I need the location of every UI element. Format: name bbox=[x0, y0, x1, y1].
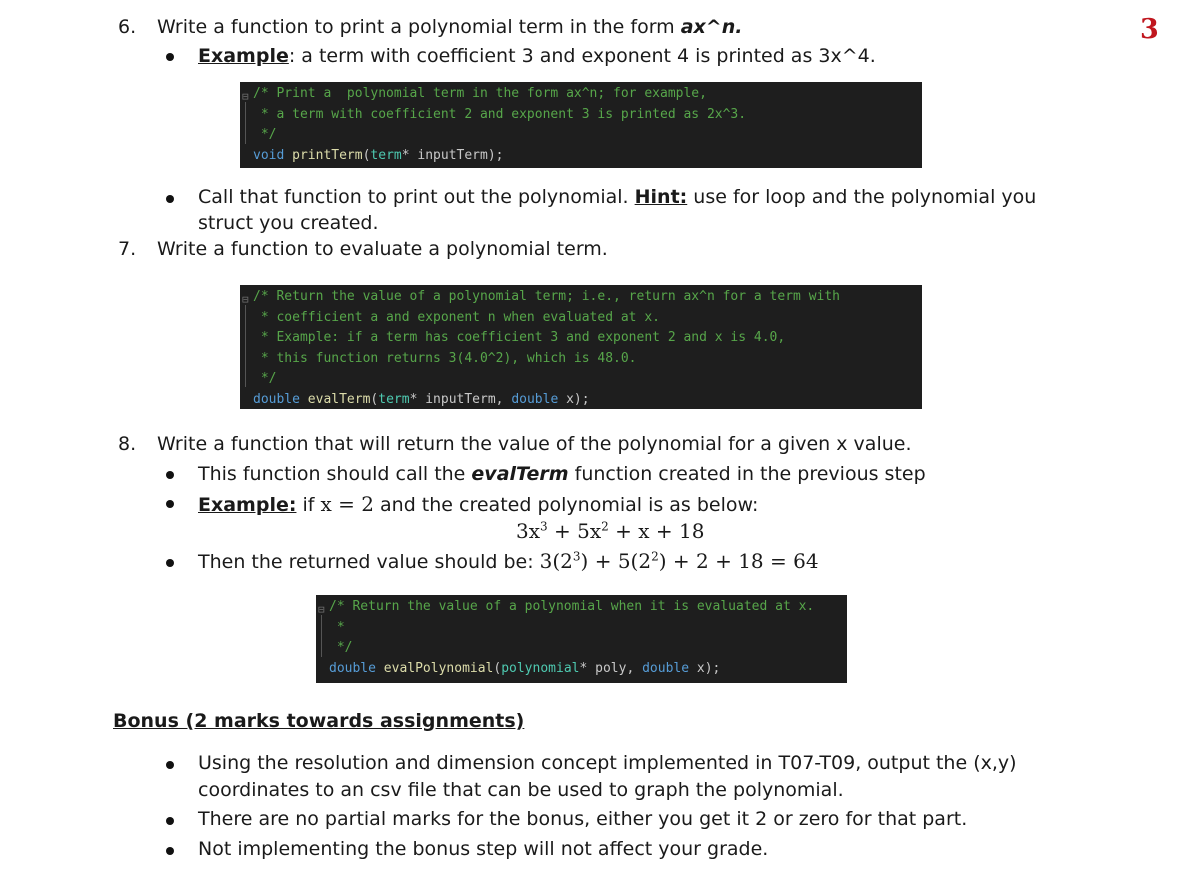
q8-bullet1: This function should call the evalTerm function created in the previous step bbox=[198, 463, 926, 485]
bullet bbox=[166, 761, 174, 769]
q8-prompt: Write a function that will return the value of the polynomial for a given x value. bbox=[157, 433, 912, 455]
code-declaration: void printTerm(term* inputTerm); bbox=[253, 147, 504, 163]
bonus-bullet2: There are no partial marks for the bonus, either you get it 2 or zero for that part. bbox=[198, 808, 968, 830]
code-comment-line: */ bbox=[253, 127, 277, 142]
q8-bullet2: Example: if x = 2 and the created polynomial is as below: bbox=[198, 492, 759, 516]
q8-number: 8. bbox=[118, 433, 137, 455]
bonus-bullet1-line2: coordinates to an csv file that can be used to graph the polynomial. bbox=[198, 779, 844, 801]
code-declaration: double evalTerm(term* inputTerm, double x); bbox=[253, 391, 590, 407]
code-comment-line: /* Return the value of a polynomial when it is evaluated at x. bbox=[329, 599, 815, 614]
bullet bbox=[166, 53, 174, 61]
collapse-icon: ⊟ bbox=[318, 603, 325, 616]
bullet bbox=[166, 500, 174, 508]
bullet bbox=[166, 471, 174, 479]
q6-prompt: Write a function to print a polynomial term in the form ax^n. bbox=[157, 16, 743, 38]
code-block-print-term bbox=[240, 82, 922, 168]
q8-bullet3: Then the returned value should be: $3(2^3) + 5(2^2) + 2 + 18 = 64$ bbox=[198, 549, 819, 573]
q7-prompt: Write a function to evaluate a polynomial term. bbox=[157, 238, 608, 260]
fold-bracket bbox=[245, 305, 246, 387]
bullet bbox=[166, 195, 174, 203]
bonus-bullet1-line1: Using the resolution and dimension concept implemented in T07-T09, output the (x,y) bbox=[198, 752, 1017, 774]
fold-bracket bbox=[245, 102, 246, 144]
code-comment-line: * a term with coefficient 2 and exponent 3 is printed as 2x^3. bbox=[253, 106, 747, 122]
page-number: 3 bbox=[1140, 14, 1159, 45]
q6-example: Example: a term with coefficient 3 and exponent 4 is printed as 3x^4. bbox=[198, 45, 876, 67]
q6-bullet2-line2: struct you created. bbox=[198, 212, 379, 234]
code-comment-line: */ bbox=[329, 640, 353, 655]
code-comment-line: * this function returns 3(4.0^2), which is 48.0. bbox=[253, 350, 637, 366]
collapse-icon: ⊟ bbox=[242, 293, 249, 306]
q6-bullet2-line1: Call that function to print out the polynomial. Hint: use for loop and the polynomial you bbox=[198, 186, 1037, 208]
bullet bbox=[166, 559, 174, 567]
code-declaration: double evalPolynomial(polynomial* poly, double x); bbox=[329, 660, 721, 676]
code-block-eval-polynomial bbox=[316, 595, 847, 683]
code-comment-line: /* Return the value of a polynomial term; i.e., return ax^n for a term with bbox=[253, 289, 840, 304]
code-comment-line: * bbox=[329, 619, 345, 635]
q6-number: 6. bbox=[118, 16, 137, 38]
result-expression: $3(2^3) + 5(2^2) + 2 + 18 = 64$ bbox=[539, 549, 819, 573]
bullet bbox=[166, 847, 174, 855]
bonus-heading: Bonus (2 marks towards assignments) bbox=[113, 710, 525, 732]
code-comment-line: /* Print a polynomial term in the form ax^n; for example, bbox=[253, 86, 707, 101]
code-comment-line: * Example: if a term has coefficient 3 and exponent 2 and x is 4.0, bbox=[253, 330, 786, 345]
collapse-icon: ⊟ bbox=[242, 90, 249, 103]
code-comment-line: * coefficient a and exponent n when evaluated at x. bbox=[253, 309, 660, 325]
fold-bracket bbox=[321, 615, 322, 657]
code-block-eval-term bbox=[240, 285, 922, 409]
polynomial-expression: $3x^3 + 5x^2 + x + 18$ bbox=[516, 519, 705, 543]
code-comment-line: */ bbox=[253, 371, 277, 386]
q7-number: 7. bbox=[118, 238, 137, 260]
bonus-bullet3: Not implementing the bonus step will not affect your grade. bbox=[198, 838, 769, 860]
bullet bbox=[166, 817, 174, 825]
